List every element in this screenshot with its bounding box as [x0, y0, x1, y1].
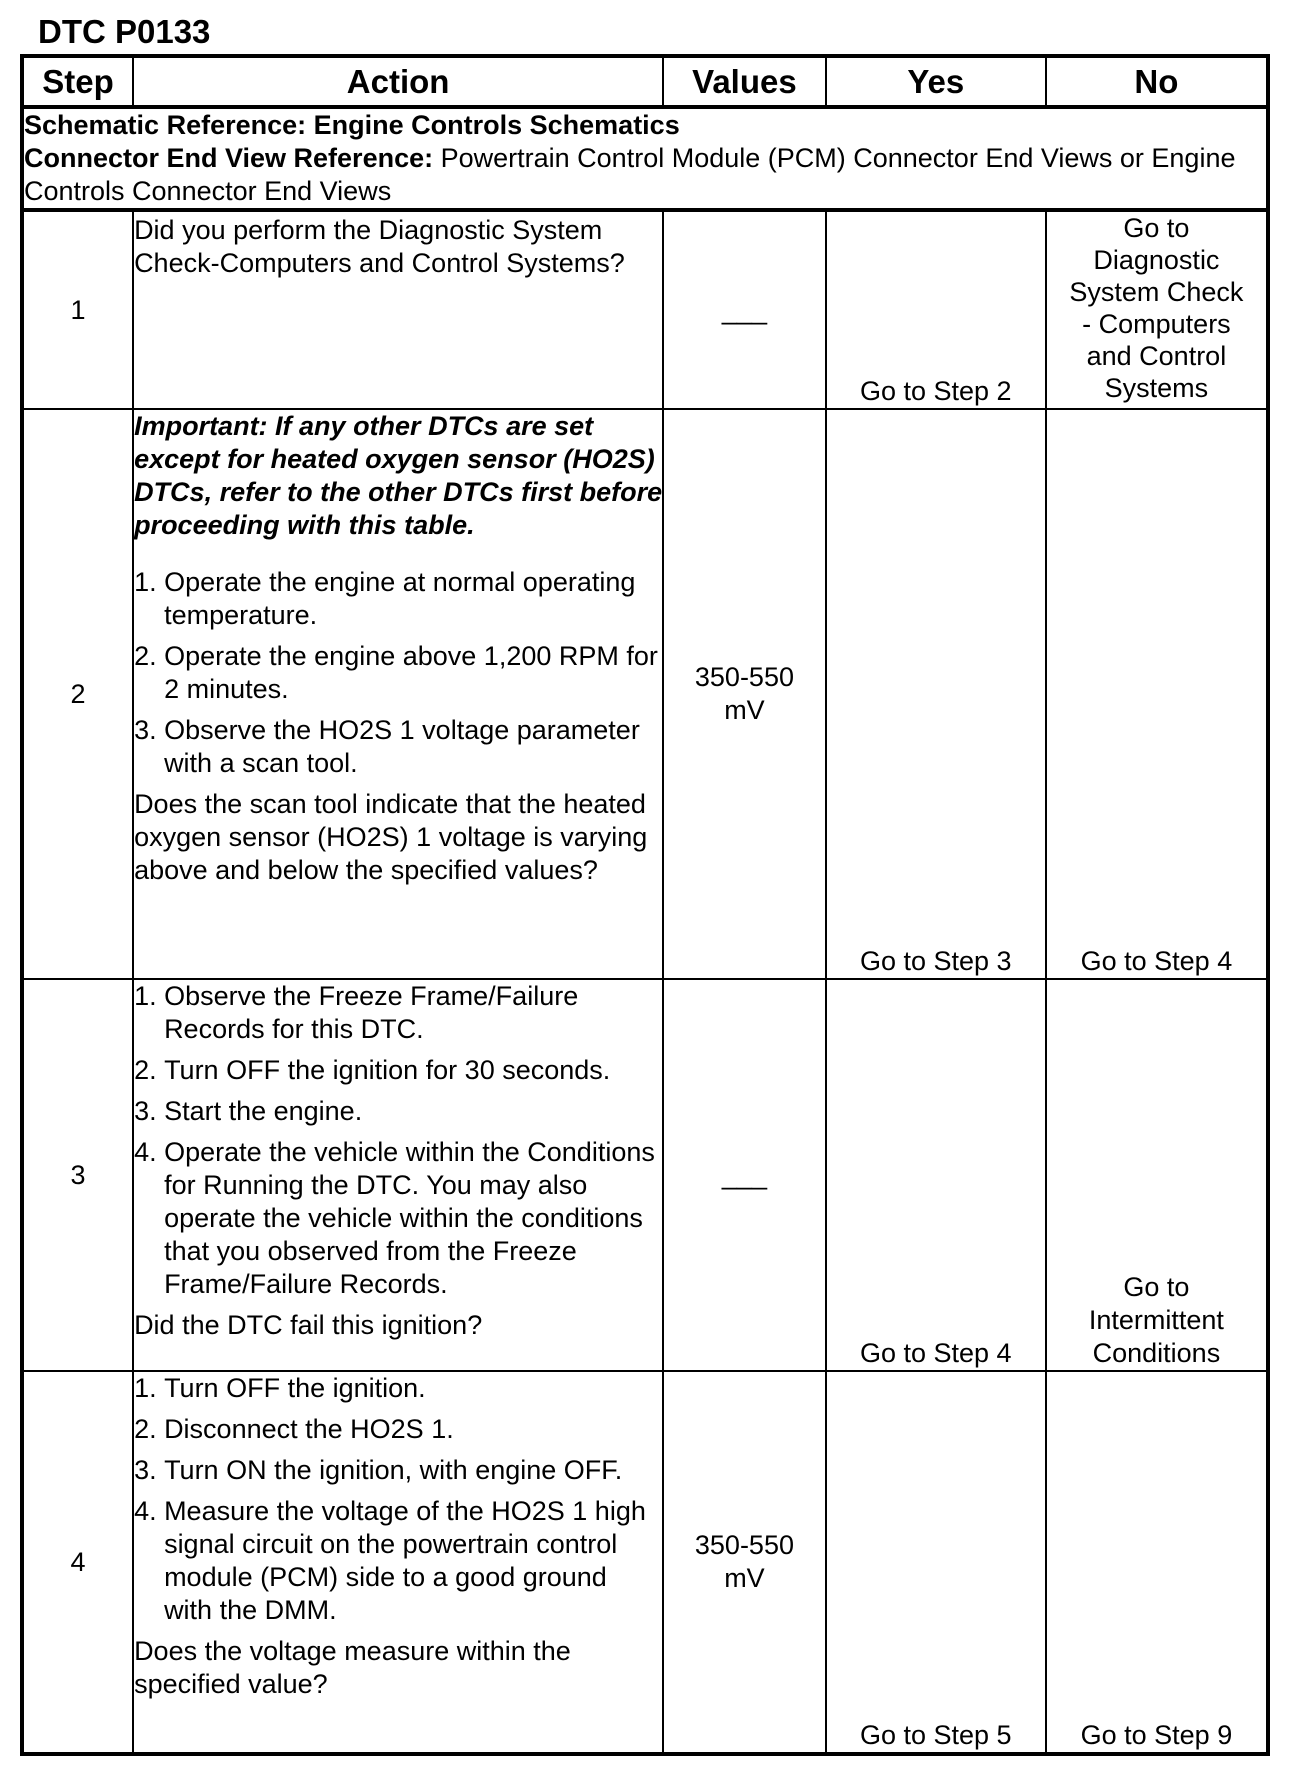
action-steps	[134, 566, 662, 780]
connector-reference-text: Powertrain Control Module (PCM) Connector End Views or Engine Controls Connector End Views	[24, 143, 1236, 206]
no-cell: Go to Diagnostic System Check - Computers and Control Systems	[1046, 210, 1268, 409]
step-number: 1	[22, 210, 133, 409]
header-no: No	[1046, 56, 1268, 107]
table-row	[22, 409, 1268, 979]
values-cell: ___	[663, 979, 826, 1371]
values-cell: 350-550 mV	[663, 409, 826, 979]
header-action: Action	[133, 56, 663, 107]
step-number: 4	[22, 1371, 133, 1754]
diagnostic-table	[20, 54, 1270, 1756]
table-row	[22, 1371, 1268, 1754]
table-row	[22, 210, 1268, 409]
no-cell: Go to Step 4	[1046, 409, 1268, 979]
list-item: 2. Operate the engine above 1,200 RPM for 2 minutes.	[134, 641, 658, 704]
important-note: Important: If any other DTCs are set except for heated oxygen sensor (HO2S) DTCs, refer to the other DTCs first before proceeding with this table.	[134, 411, 663, 540]
no-cell: Go to Step 9	[1046, 1371, 1268, 1754]
list-item: 4. Operate the vehicle within the Conditions for Running the DTC. You may also operate the vehicle within the conditions that you observed from the Freeze Frame/Failure Records.	[134, 1137, 655, 1299]
action-cell	[133, 409, 663, 979]
connector-reference-label: Connector End View Reference:	[24, 143, 434, 173]
header-values: Values	[663, 56, 826, 107]
reference-row	[22, 107, 1268, 210]
connector-reference	[24, 142, 1266, 208]
list-item: 3. Start the engine.	[134, 1096, 363, 1126]
schematic-reference: Schematic Reference: Engine Controls Schematics	[24, 110, 680, 140]
list-item: 1. Operate the engine at normal operating temperature.	[134, 567, 636, 630]
yes-cell: Go to Step 2	[826, 210, 1046, 409]
action-cell	[133, 210, 663, 409]
header-row	[22, 56, 1268, 107]
table-row	[22, 979, 1268, 1371]
header-yes: Yes	[826, 56, 1046, 107]
reference-cell	[22, 107, 1268, 210]
document-title: DTC P0133	[38, 13, 211, 50]
list-item: 2. Disconnect the HO2S 1.	[134, 1414, 454, 1444]
list-item: 3. Turn ON the ignition, with engine OFF.	[134, 1455, 623, 1485]
yes-cell: Go to Step 5	[826, 1371, 1046, 1754]
action-steps	[134, 1372, 662, 1627]
step-number: 3	[22, 979, 133, 1371]
step-number: 2	[22, 409, 133, 979]
list-item: 1. Turn OFF the ignition.	[134, 1373, 426, 1403]
action-question: Did you perform the Diagnostic System Check-Computers and Control Systems?	[134, 215, 625, 278]
no-cell: Go to Intermittent Conditions	[1046, 979, 1268, 1371]
yes-cell: Go to Step 4	[826, 979, 1046, 1371]
list-item: 4. Measure the voltage of the HO2S 1 high signal circuit on the powertrain control module (PCM) side to a good ground with the DMM.	[134, 1496, 646, 1625]
action-cell	[133, 979, 663, 1371]
list-item: 2. Turn OFF the ignition for 30 seconds.	[134, 1055, 611, 1085]
action-question: Did the DTC fail this ignition?	[134, 1310, 483, 1340]
list-item: 1. Observe the Freeze Frame/Failure Records for this DTC.	[134, 981, 579, 1044]
yes-cell: Go to Step 3	[826, 409, 1046, 979]
values-cell: ___	[663, 210, 826, 409]
action-steps	[134, 980, 662, 1301]
header-step: Step	[22, 56, 133, 107]
action-cell	[133, 1371, 663, 1754]
list-item: 3. Observe the HO2S 1 voltage parameter with a scan tool.	[134, 715, 640, 778]
action-question: Does the scan tool indicate that the heated oxygen sensor (HO2S) 1 voltage is varying above and below the specified values?	[134, 789, 648, 885]
values-cell: 350-550 mV	[663, 1371, 826, 1754]
action-question: Does the voltage measure within the specified value?	[134, 1636, 571, 1699]
